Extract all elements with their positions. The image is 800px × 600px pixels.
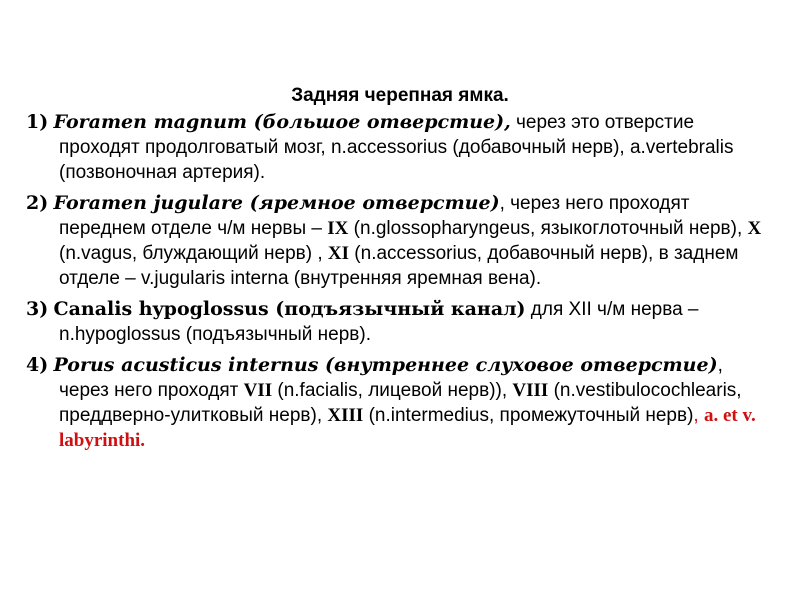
item-1-name: Foramen magnum (большое отверстие), xyxy=(53,111,511,133)
item-4-text-4: (n.intermedius, промежуточный нерв) xyxy=(363,405,694,426)
list-item-2 xyxy=(26,191,771,291)
item-2-text-3: (n.vagus, блуждающий нерв) , xyxy=(59,243,328,264)
nerve-xi: XI xyxy=(327,243,350,264)
item-3-number: 3) xyxy=(26,298,49,320)
nerve-x: X xyxy=(747,218,762,239)
item-4-number: 4) xyxy=(26,354,49,376)
content-list xyxy=(26,110,771,459)
list-item-4 xyxy=(26,353,771,453)
nerve-xiii: XIII xyxy=(327,405,364,426)
item-3-name: Canalis hypoglossus (подъязычный канал) xyxy=(53,298,526,320)
item-4-name: Porus acusticus internus (внутреннее слуховое отверстие) xyxy=(53,354,718,376)
item-2-text-1: , через него проходят переднем отделе ч/м нервы – xyxy=(59,193,690,239)
slide-title: Задняя черепная ямка. xyxy=(291,85,509,106)
item-2-text-2: (n.glossopharyngeus, языкоглоточный нерв), xyxy=(348,218,748,239)
item-2-number: 2) xyxy=(26,192,49,214)
labyrinthine-vessels: a. et v. labyrinthi. xyxy=(59,405,756,451)
item-4-comma: , xyxy=(693,405,704,426)
item-3-text: для XII ч/м нерва – n.hypoglossus (подъязычный нерв). xyxy=(59,299,699,345)
nerve-ix: IX xyxy=(327,218,349,239)
list-item-3 xyxy=(26,297,771,347)
item-4-text-2: (n.facialis, лицевой нерв)), xyxy=(272,380,513,401)
item-1-number: 1) xyxy=(26,111,49,133)
item-2-text-4: (n.accessorius, добавочный нерв), в заднем отделе – v.jugularis interna (внутренняя яремная вена). xyxy=(59,243,739,289)
nerve-vii: VII xyxy=(243,380,273,401)
item-4-text-1: , через него проходят xyxy=(59,355,723,401)
list-item-1 xyxy=(26,110,771,185)
item-2-name: Foramen jugulare (яремное отверстие) xyxy=(53,192,500,214)
item-1-text: через это отверстие проходят продолговатый мозг, n.accessorius (добавочный нерв), a.vertebralis (позвоночная артерия). xyxy=(59,112,734,183)
nerve-viii: VIII xyxy=(512,380,549,401)
item-4-text-3: (n.vestibulocochlearis, преддверно-улитковый нерв), xyxy=(59,380,742,426)
